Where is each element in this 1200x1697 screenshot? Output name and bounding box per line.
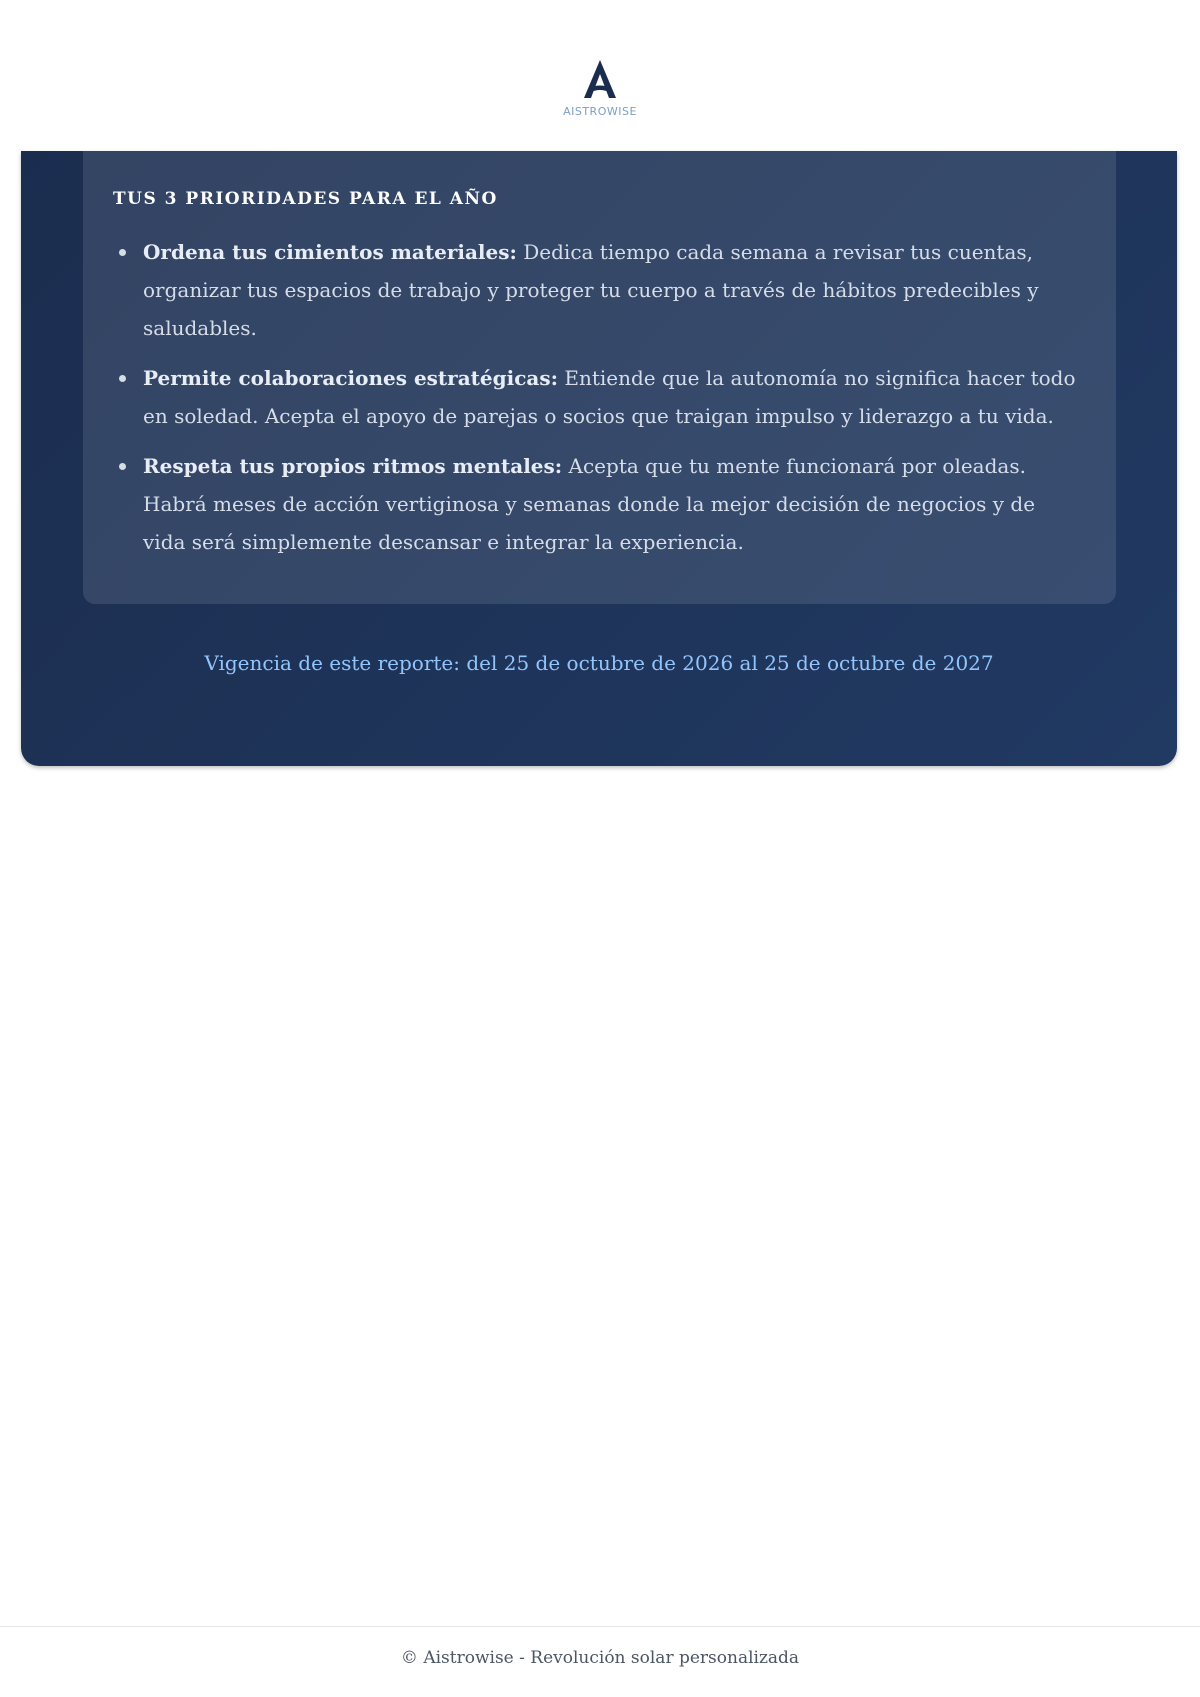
priority-item (113, 233, 1083, 347)
priorities-title: TUS 3 PRIORIDADES PARA EL AÑO (113, 189, 498, 209)
priorities-card (83, 151, 1116, 604)
priority-text: Entiende que la autonomía no significa hacer todo en soledad. Acepta el apoyo de parejas o socios que traigan impulso y liderazgo a tu vida. (143, 366, 1076, 428)
footer-divider (0, 1626, 1200, 1627)
priority-text: Dedica tiempo cada semana a revisar tus cuentas, organizar tus espacios de trabajo y proteger tu cuerpo a través de hábitos predecibles y saludables. (143, 240, 1039, 340)
priority-lead: Permite colaboraciones estratégicas: (143, 366, 558, 390)
letter-a-logo-icon (580, 58, 620, 100)
priority-text: Acepta que tu mente funcionará por oleadas. Habrá meses de acción vertiginosa y semanas donde la mejor decisión de negocios y de vida será simplemente descansar e integrar la experiencia. (143, 454, 1036, 554)
footer-copyright: © Aistrowise - Revolución solar personalizada (400, 1648, 800, 1668)
priority-lead: Respeta tus propios ritmos mentales: (143, 454, 563, 478)
priority-item (113, 359, 1083, 435)
priority-lead: Ordena tus cimientos materiales: (143, 240, 517, 264)
priority-item (113, 447, 1083, 561)
brand-name: AISTROWISE (563, 105, 637, 118)
page-header (0, 0, 1200, 150)
report-validity: Vigencia de este reporte: del 25 de octubre de 2026 al 25 de octubre de 2027 (204, 651, 994, 675)
priorities-list (113, 233, 1083, 573)
report-panel (21, 151, 1177, 766)
